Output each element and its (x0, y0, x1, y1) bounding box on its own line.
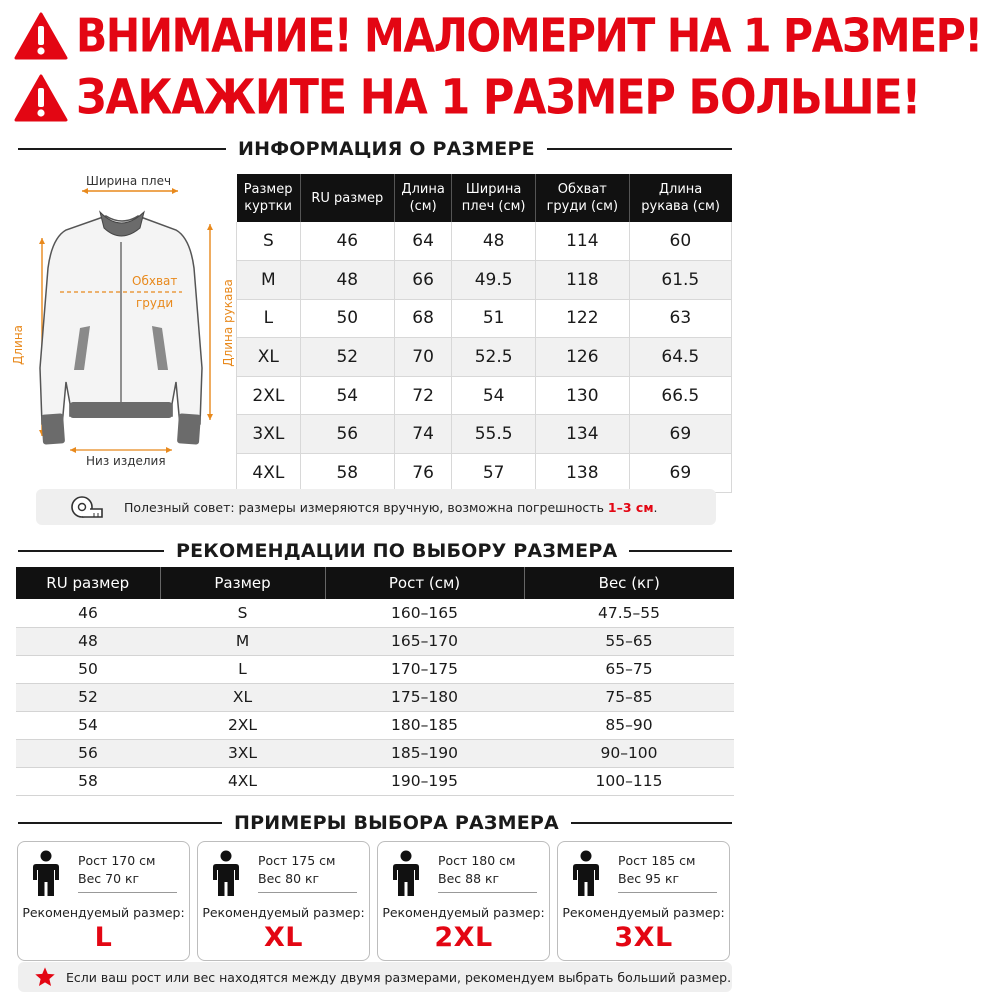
header-weight: Вес (кг) (524, 567, 734, 599)
size-table-row (237, 376, 732, 415)
cell-length: 76 (394, 454, 451, 493)
example-height: Рост 175 см (258, 853, 336, 868)
cell-ru-size: 56 (300, 415, 394, 454)
recommendation-row (16, 683, 734, 711)
header-sleeve-length: Длина рукава (см) (629, 174, 731, 222)
divider (618, 892, 717, 893)
header-ru-size: RU размер (16, 567, 160, 599)
cell-chest: 114 (535, 222, 629, 261)
recommended-size-value: 2XL (434, 922, 493, 953)
header-shoulder-width: Ширина плеч (см) (452, 174, 536, 222)
divider (18, 822, 222, 824)
cell-height: 190–195 (325, 767, 524, 795)
star-icon (34, 966, 56, 988)
cell-weight: 65–75 (524, 655, 734, 683)
size-table-row (237, 222, 732, 261)
example-weight: Вес 95 кг (618, 871, 680, 886)
tip-error-range: 1–3 см (607, 499, 654, 515)
size-table-row (237, 454, 732, 493)
cell-ru-size: 58 (300, 454, 394, 493)
person-icon (392, 850, 420, 898)
size-table-row (237, 299, 732, 338)
cell-ru-size: 48 (300, 261, 394, 300)
cell-chest: 122 (535, 299, 629, 338)
cell-shoulder-width: 57 (452, 454, 536, 493)
cell-height: 185–190 (325, 739, 524, 767)
divider (629, 550, 732, 552)
cell-chest: 130 (535, 376, 629, 415)
cell-jacket-size: 2XL (237, 376, 301, 415)
footer-text: Если ваш рост или вес находятся между двумя размерами, рекомендуем выбрать больший размер. (66, 969, 732, 985)
recommendation-row (16, 599, 734, 627)
divider (78, 892, 177, 893)
measuring-tape-icon (70, 495, 104, 519)
cell-weight: 55–65 (524, 627, 734, 655)
cell-shoulder-width: 55.5 (452, 415, 536, 454)
cell-length: 68 (394, 299, 451, 338)
cell-chest: 118 (535, 261, 629, 300)
cell-size: M (160, 627, 325, 655)
cell-ru-size: 54 (300, 376, 394, 415)
recommendation-row (16, 627, 734, 655)
cell-height: 165–170 (325, 627, 524, 655)
example-card (557, 841, 730, 961)
example-card (377, 841, 550, 961)
shoulder-width-label: Ширина плеч (86, 174, 172, 188)
warning-text-small-fit: ВНИМАНИЕ! МАЛОМЕРИТ НА 1 РАЗМЕР! (76, 9, 982, 63)
warning-text-order-bigger: ЗАКАЖИТЕ НА 1 РАЗМЕР БОЛЬШЕ! (76, 70, 920, 126)
divider (18, 550, 164, 552)
cell-size: 2XL (160, 711, 325, 739)
cell-length: 70 (394, 338, 451, 377)
sleeve-length-label: Длина рукава (220, 279, 235, 367)
person-icon (572, 850, 600, 898)
cell-sleeve-length: 66.5 (629, 376, 731, 415)
cell-length: 66 (394, 261, 451, 300)
jacket-diagram (10, 168, 235, 478)
recommendation-row (16, 767, 734, 795)
cell-size: XL (160, 683, 325, 711)
size-info-header (18, 136, 732, 162)
cell-shoulder-width: 49.5 (452, 261, 536, 300)
cell-chest: 126 (535, 338, 629, 377)
cell-jacket-size: 4XL (237, 454, 301, 493)
recommendation-header-row (16, 567, 734, 599)
example-height: Рост 185 см (618, 853, 696, 868)
cell-size: S (160, 599, 325, 627)
divider (547, 148, 732, 150)
header-jacket-size: Размер куртки (237, 174, 301, 222)
cell-length: 72 (394, 376, 451, 415)
header-length: Длина (см) (394, 174, 451, 222)
recommended-size-label: Рекомендуемый размер: (22, 905, 185, 920)
recommended-size-value: XL (263, 922, 304, 953)
recommended-size-value: 3XL (614, 922, 673, 953)
cell-shoulder-width: 52.5 (452, 338, 536, 377)
examples-title: ПРИМЕРЫ ВЫБОРА РАЗМЕРА (234, 812, 559, 834)
size-table (236, 174, 732, 493)
chest-label-1: Обхват (132, 274, 178, 288)
cell-shoulder-width: 51 (452, 299, 536, 338)
example-weight: Вес 88 кг (438, 871, 500, 886)
cell-weight: 47.5–55 (524, 599, 734, 627)
cell-ru-size: 56 (16, 739, 160, 767)
divider (438, 892, 537, 893)
cell-size: 3XL (160, 739, 325, 767)
example-weight: Вес 70 кг (78, 871, 140, 886)
cell-chest: 138 (535, 454, 629, 493)
person-icon (212, 850, 240, 898)
header-ru-size: RU размер (300, 174, 394, 222)
size-table-header-row (237, 174, 732, 222)
header-size: Размер (160, 567, 325, 599)
recommended-size-label: Рекомендуемый размер: (202, 905, 365, 920)
examples-header (18, 810, 732, 836)
size-table-row (237, 338, 732, 377)
warning-triangle-icon (14, 74, 68, 122)
cell-ru-size: 52 (300, 338, 394, 377)
cell-size: L (160, 655, 325, 683)
cell-shoulder-width: 54 (452, 376, 536, 415)
header-height: Рост (см) (325, 567, 524, 599)
cell-ru-size: 58 (16, 767, 160, 795)
cell-ru-size: 54 (16, 711, 160, 739)
cell-sleeve-length: 69 (629, 415, 731, 454)
recommendation-table (16, 567, 734, 796)
cell-shoulder-width: 48 (452, 222, 536, 261)
jacket-illustration (10, 168, 232, 478)
cell-jacket-size: L (237, 299, 301, 338)
cell-weight: 90–100 (524, 739, 734, 767)
recommendation-row (16, 739, 734, 767)
cell-jacket-size: XL (237, 338, 301, 377)
cell-sleeve-length: 64.5 (629, 338, 731, 377)
cell-height: 170–175 (325, 655, 524, 683)
size-table-row (237, 261, 732, 300)
recommendations-header (18, 538, 732, 564)
cell-ru-size: 50 (300, 299, 394, 338)
cell-weight: 100–115 (524, 767, 734, 795)
cell-size: 4XL (160, 767, 325, 795)
cell-weight: 85–90 (524, 711, 734, 739)
hem-label: Низ изделия (86, 454, 166, 468)
recommended-size-label: Рекомендуемый размер: (562, 905, 725, 920)
size-table-row (237, 415, 732, 454)
recommendations-title: РЕКОМЕНДАЦИИ ПО ВЫБОРУ РАЗМЕРА (176, 540, 618, 562)
tip-box (36, 489, 716, 525)
cell-weight: 75–85 (524, 683, 734, 711)
cell-sleeve-length: 69 (629, 454, 731, 493)
length-label: Длина (11, 324, 26, 366)
cell-sleeve-length: 61.5 (629, 261, 731, 300)
header-chest: Обхват груди (см) (535, 174, 629, 222)
example-height: Рост 170 см (78, 853, 156, 868)
cell-length: 74 (394, 415, 451, 454)
cell-ru-size: 52 (16, 683, 160, 711)
divider (571, 822, 732, 824)
chest-label-2: груди (136, 296, 174, 310)
warning-line-1 (14, 9, 982, 63)
divider (258, 892, 357, 893)
cell-ru-size: 46 (300, 222, 394, 261)
recommendation-row (16, 655, 734, 683)
cell-sleeve-length: 60 (629, 222, 731, 261)
cell-length: 64 (394, 222, 451, 261)
cell-jacket-size: S (237, 222, 301, 261)
cell-jacket-size: 3XL (237, 415, 301, 454)
cell-height: 160–165 (325, 599, 524, 627)
warning-line-2 (14, 70, 920, 126)
example-card (197, 841, 370, 961)
cell-height: 180–185 (325, 711, 524, 739)
cell-ru-size: 46 (16, 599, 160, 627)
example-card (17, 841, 190, 961)
recommended-size-label: Рекомендуемый размер: (382, 905, 545, 920)
cell-ru-size: 50 (16, 655, 160, 683)
recommendation-row (16, 711, 734, 739)
cell-sleeve-length: 63 (629, 299, 731, 338)
cell-chest: 134 (535, 415, 629, 454)
cell-height: 175–180 (325, 683, 524, 711)
footer-note (18, 962, 732, 992)
recommended-size-value: L (94, 922, 113, 953)
size-info-title: ИНФОРМАЦИЯ О РАЗМЕРЕ (238, 138, 535, 160)
tip-text: Полезный совет: размеры измеряются вручную, возможна погрешность 1–3 см. (124, 499, 658, 515)
example-weight: Вес 80 кг (258, 871, 320, 886)
cell-ru-size: 48 (16, 627, 160, 655)
person-icon (32, 850, 60, 898)
warning-triangle-icon (14, 12, 68, 60)
divider (18, 148, 226, 150)
cell-jacket-size: M (237, 261, 301, 300)
example-height: Рост 180 см (438, 853, 516, 868)
